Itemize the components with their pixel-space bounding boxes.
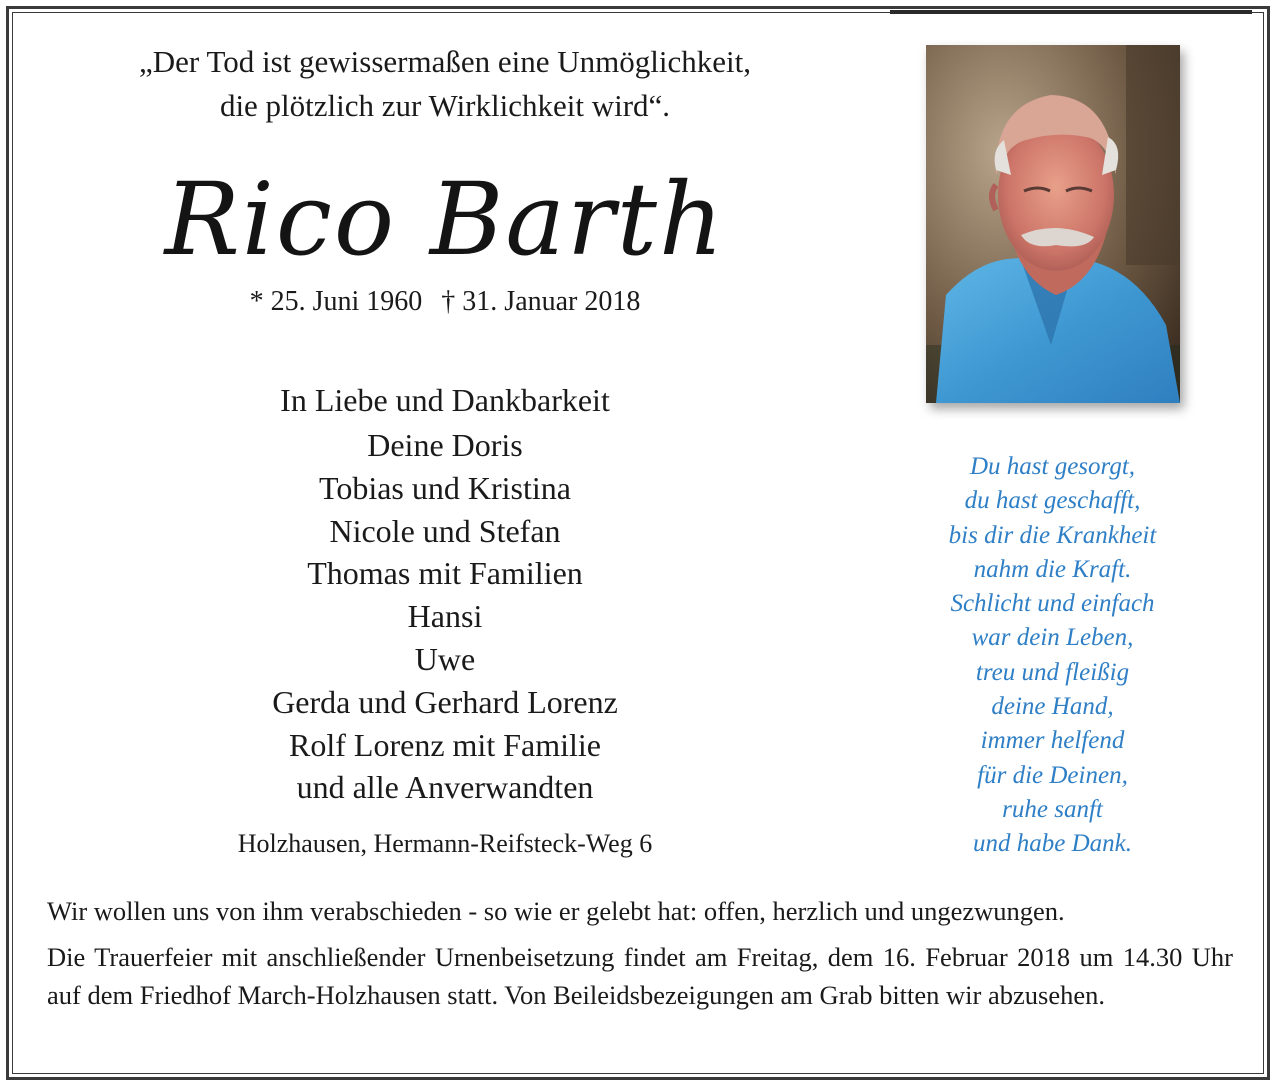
quote-line-1: „Der Tod ist gewissermaßen eine Unmöglichkeit, <box>139 44 751 79</box>
mourners-list <box>40 424 850 809</box>
opening-quote <box>40 40 850 128</box>
mourner: Tobias und Kristina <box>319 469 571 506</box>
mourner: Deine Doris <box>367 427 523 463</box>
service-info: Die Trauerfeier mit anschließender Urnenbeisetzung findet am Freitag, dem 16. Februar 2018 um 14.30 Uhr auf dem Friedhof March-Holzhausen statt. Von Beileidsbezeigungen am Grab bitten wir abzusehen. <box>47 942 1233 1010</box>
mourner: Nicole und Stefan <box>329 512 561 549</box>
mourner: Thomas mit Familien <box>307 555 583 592</box>
poem <box>900 450 1205 862</box>
mourner: Hansi <box>407 598 483 635</box>
poem-line: immer helfend <box>980 727 1125 755</box>
portrait-photo <box>926 45 1180 403</box>
mourner: Uwe <box>414 640 476 677</box>
poem-line: war dein Leben, <box>971 624 1134 652</box>
deceased-name: Rico Barth <box>164 161 726 278</box>
poem-line: ruhe sanft <box>1002 795 1103 823</box>
mourner: Rolf Lorenz mit Familie <box>289 726 601 763</box>
poem-line: deine Hand, <box>991 693 1114 721</box>
dedication: In Liebe und Dankbarkeit <box>280 382 610 418</box>
poem-line: Schlicht und einfach <box>950 590 1155 618</box>
life-dates <box>40 282 850 322</box>
poem-line: bis dir die Krankheit <box>948 521 1157 549</box>
birth-date: * 25. Juni 1960 <box>249 286 423 317</box>
family-address: Holzhausen, Hermann-Reifsteck-Weg 6 <box>237 829 653 858</box>
poem-line: du hast geschafft, <box>964 487 1141 515</box>
death-date: † 31. Januar 2018 <box>441 286 641 317</box>
poem-line: Du hast gesorgt, <box>969 453 1136 480</box>
poem-line: für die Deinen, <box>977 761 1128 789</box>
mourner: Gerda und Gerhard Lorenz <box>272 683 618 720</box>
poem-line: und habe Dank. <box>973 830 1132 858</box>
poem-line: treu und fleißig <box>975 658 1130 686</box>
top-rule <box>890 10 1252 14</box>
mourner: und alle Anverwandten <box>296 769 594 806</box>
portrait-photo-illustration <box>926 45 1180 403</box>
quote-line-2: die plötzlich zur Wirklichkeit wird“. <box>219 88 671 123</box>
poem-line: nahm die Kraft. <box>973 555 1132 583</box>
closing-statement: Wir wollen uns von ihm verabschieden - so wie er gelebt hat: offen, herzlich und ungezwungen. <box>47 896 1065 926</box>
